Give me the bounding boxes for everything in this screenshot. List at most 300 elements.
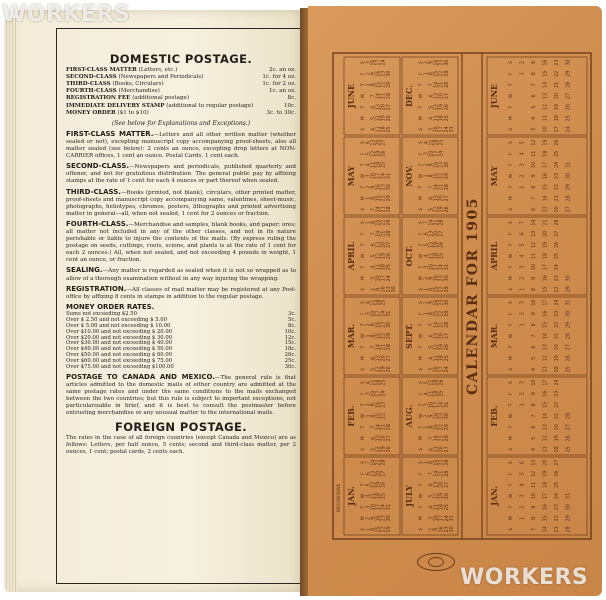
day-number: 20 [543,230,549,237]
month-label: FEB. [489,405,499,427]
day-number: 18 [439,355,445,362]
day-number: 2 [366,72,372,76]
section-text: —All classes of mail matter may be registered at any Post-office by affixing 8 cents in stamps in addition to the regular postage. [66,286,296,300]
day-number: 14 [543,526,549,533]
day-head: M [419,196,425,201]
day-number: 17 [554,126,560,133]
day-number: 29 [444,310,450,317]
day-number: 3 [520,381,526,385]
money-order-fee: 15c. [284,340,296,347]
rate-label: SECOND-CLASS [66,74,117,81]
day-number: 7 [371,94,377,98]
day-number: 19 [376,481,382,488]
day-number: 21 [543,219,549,226]
day-number: 31 [449,515,455,522]
day-number: 27 [386,241,392,248]
day-number: 20 [439,195,445,202]
money-order-row [66,365,296,371]
day-number: 6 [429,196,435,200]
day-head: T [509,323,515,327]
day-number: 3 [424,265,430,269]
day-head: F [419,392,425,396]
day-head: M [419,436,425,441]
money-order-table [66,312,296,371]
day-number: 6 [371,436,377,440]
day-number: 12 [429,241,435,248]
day-number: 20 [381,355,387,362]
day-number: 21 [381,344,387,351]
day-number: 21 [554,526,560,533]
day-number: 7 [520,221,526,225]
day-number: 18 [376,161,382,168]
day-number: 26 [554,470,560,477]
day-number: 26 [381,150,387,157]
day-number: 21 [434,219,440,226]
calendar-1905-title: CALENDAR FOR 1905 [465,197,481,395]
rate-label: MONEY ORDER [66,109,116,116]
day-number: 8 [429,174,435,178]
day-head: T [361,185,367,189]
day-number: 12 [532,470,537,477]
month-label: DEC. [404,84,414,108]
day-number: 25 [444,355,450,362]
day-number: 4 [429,505,435,509]
day-number: 1 [520,287,526,291]
day-number: 11 [371,379,377,386]
day-head: S [419,527,425,531]
day-number: 6 [520,461,526,465]
day-number: 5 [366,152,372,156]
day-number: 31 [444,264,450,271]
section-heading: FOURTH-CLASS. [66,219,129,228]
day-number: 17 [434,150,440,157]
day-head: W [419,413,425,419]
day-head: M [419,116,425,121]
day-number: 7 [371,232,377,236]
day-head: M [419,356,425,361]
day-number: 27 [554,459,560,466]
day-number: 18 [439,115,445,122]
day-head: W [361,333,367,339]
day-number: 11 [429,390,435,397]
section-heading: REGISTRATION. [66,284,127,293]
day-number: 22 [554,70,560,77]
month-label: JUNE [489,83,499,109]
day-number: 5 [424,381,430,385]
rate-desc: (additional postage) [132,95,190,102]
day-number: 21 [381,206,387,213]
day-number: 10 [532,299,537,306]
day-head: S [419,301,425,305]
day-number: 15 [434,310,440,317]
day-number: 28 [444,81,450,88]
day-number: 30 [391,286,397,293]
day-number: 4 [532,447,537,451]
day-number: 3 [424,152,430,156]
day-number: 4 [520,152,526,156]
day-number: 10 [543,126,549,133]
day-number: 19 [543,241,549,248]
day-number: 26 [386,115,392,122]
day-number: 16 [376,184,382,191]
rate-label: FOURTH-CLASS [66,88,117,95]
day-number: 21 [554,332,560,340]
day-number: 23 [381,184,387,191]
day-head: W [509,253,515,259]
day-number: 26 [386,366,392,373]
day-number: 25 [566,446,572,453]
day-head: T [419,483,425,487]
day-head: S [419,287,425,291]
day-number: 23 [554,172,560,180]
day-number: 28 [566,195,572,202]
rate-row [66,95,296,102]
month-block [487,137,587,215]
day-number: 20 [381,435,387,442]
month-label: AUG. [404,404,414,428]
day-head: F [509,472,515,476]
day-number: 13 [371,139,377,146]
rate-value: 1c. for 4 oz. [262,74,296,81]
day-number: 15 [434,286,440,293]
month-label: OCT. [404,245,414,267]
day-number: 22 [381,219,387,226]
day-head: T [361,345,367,349]
day-number: 28 [566,332,572,340]
day-number: 5 [429,207,435,211]
money-order-range: Over $60.00 and not exceeding $ 75.00 [66,358,173,365]
day-number: 2 [520,312,526,316]
day-number: 27 [554,230,560,237]
rate-value: 2c. an oz. [268,67,296,74]
day-number: 9 [532,392,537,396]
month-block [487,297,587,375]
day-number: 7 [424,221,430,225]
day-number: 13 [434,481,440,488]
day-number: 19 [376,150,382,157]
day-head: S [509,287,515,291]
day-number: 11 [543,446,549,453]
day-number: 29 [386,195,392,202]
day-number: 26 [386,446,392,453]
day-number: 24 [444,366,450,373]
day-number: 18 [543,150,549,157]
day-number: 8 [371,221,377,225]
day-number: 15 [376,332,382,340]
day-number: 25 [386,264,392,271]
day-number: 3 [429,367,435,371]
day-number: 22 [381,526,387,533]
day-number: 25 [386,126,392,133]
money-order-fee: 10c. [284,328,296,335]
day-number: 10 [371,310,377,317]
day-number: 16 [434,299,440,306]
day-head: F [361,152,367,156]
day-number: 4 [429,356,435,360]
day-head: S [509,367,515,371]
month-label: JUNE [346,83,356,109]
day-number: 12 [532,241,537,248]
day-head: W [509,333,515,339]
day-number: 6 [371,356,377,360]
day-number: 14 [434,321,440,328]
day-number: 5 [429,105,435,109]
day-number: 1 [520,403,526,407]
day-number: 26 [566,355,572,362]
month-label: APRIL [346,241,356,271]
day-head: M [361,276,367,281]
day-number: 19 [439,344,445,351]
day-number: 18 [376,299,382,306]
day-number: 30 [386,515,392,522]
day-number: 3 [520,301,526,305]
day-number: 8 [371,83,377,87]
day-number: 18 [434,139,440,146]
postage-sections [66,131,296,301]
day-head: M [361,436,367,441]
postage-section [66,131,296,160]
day-number: 24 [439,264,445,271]
day-number: 1 [520,323,526,327]
day-number: 28 [444,321,450,328]
day-number: 20 [439,332,445,340]
day-number: 1 [424,287,430,291]
day-number: 13 [532,230,537,237]
day-number: 12 [434,206,440,213]
calendar-1906-title: CALENDAR FOR 1906 [582,289,583,303]
day-number: 8 [532,185,537,189]
section-text: —Any matter is regarded as sealed when it is not so wrapped as to allow of a thorough examination without in any way injuring the wrapping. [66,268,296,282]
day-number: 31 [386,172,392,180]
rate-desc: (additional to regular postage) [166,102,254,109]
month-label: APRIL [489,241,499,271]
day-head: S [361,447,367,451]
day-number: 30 [386,184,392,191]
day-number: 18 [434,252,440,260]
day-number: 18 [381,264,387,271]
day-head: F [509,72,515,76]
day-number: 27 [386,355,392,362]
day-number: 21 [381,92,387,100]
month-label: JAN. [489,486,499,506]
month-label: SEPT. [404,323,414,349]
day-number: 5 [520,243,526,247]
day-number: 3 [429,127,435,131]
day-number: 4 [532,116,537,120]
rate-value: 8c. [287,95,296,102]
day-head: T [361,105,367,109]
day-number: 28 [381,459,387,466]
day-number: 10 [532,379,537,386]
day-number: 17 [434,264,440,271]
day-number: 6 [366,472,372,476]
day-head: S [361,381,367,385]
day-number: 3 [532,127,537,131]
day-number: 25 [566,366,572,373]
day-number: 2 [424,301,430,305]
day-number: 8 [429,287,435,291]
day-number: 1 [520,516,526,520]
section-heading: FIRST-CLASS MATTER. [66,129,154,138]
day-head: T [509,185,515,189]
day-number: 6 [429,94,435,98]
day-number: 15 [434,70,440,77]
day-number: 8 [429,461,435,465]
day-number: 23 [439,59,445,66]
day-number: 2 [520,276,526,280]
day-head: W [361,93,367,99]
day-number: 15 [376,412,382,420]
day-head: M [361,196,367,201]
day-number: 29 [386,81,392,88]
day-number: 29 [444,172,450,180]
rate-desc: (Books, Circulars) [112,81,164,88]
day-number: 13 [434,332,440,340]
day-number: 16 [543,59,549,66]
day-head: T [419,83,425,87]
day-number: 8 [429,312,435,316]
day-number: 14 [371,459,377,466]
day-number: 9 [371,516,377,520]
day-number: 30 [444,412,450,420]
money-order-fee: 20c. [284,352,296,359]
day-number: 13 [532,459,537,466]
day-number: 14 [376,206,382,213]
day-number: 12 [434,344,440,351]
money-order-fee: 18c. [284,346,296,353]
day-head: W [361,173,367,179]
day-number: 2 [366,185,372,189]
money-order-range: Over $75.00 and not exceeding $100.00 [66,364,174,371]
day-head: T [419,105,425,109]
day-number: 6 [429,334,435,338]
day-number: 27 [381,470,387,477]
day-number: 17 [543,299,549,306]
day-head: M [419,516,425,521]
day-number: 3 [520,494,526,498]
day-head: F [509,232,515,236]
day-number: 10 [532,264,537,271]
day-head: S [419,461,425,465]
day-number: 21 [439,470,445,477]
day-number: 25 [554,481,560,488]
day-number: 26 [554,139,560,146]
day-number: 23 [439,299,445,306]
money-order-fee: 30c. [284,364,296,371]
day-number: 28 [566,412,572,420]
day-number: 1 [366,527,372,531]
day-number: 19 [439,492,445,500]
postage-section [66,267,296,282]
day-number: 7 [429,436,435,440]
day-number: 2 [424,414,430,418]
day-number: 30 [449,526,455,533]
money-order-fee: 12c. [284,334,296,341]
day-head: S [509,207,515,211]
day-head: F [509,312,515,316]
day-number: 3 [520,265,526,269]
day-number: 1 [424,461,430,465]
day-number: 27 [439,230,445,237]
day-number: 7 [371,207,377,211]
day-number: 13 [434,446,440,453]
day-head: F [361,72,367,76]
day-number: 22 [554,321,560,328]
day-head: S [509,301,515,305]
day-number: 8 [429,72,435,76]
day-head: T [509,425,515,429]
day-number: 13 [543,206,549,213]
day-number: 13 [543,92,549,100]
day-head: W [419,93,425,99]
day-number: 9 [371,72,377,76]
day-number: 16 [434,161,440,168]
day-number: 29 [566,515,572,522]
publisher-emblem-icon [417,553,455,571]
foreign-postage-text: The rates in the case of all foreign countries (except Canada and Mexico) are as follows: Letters, per half ounce, 5 cents; second and third-class matter, per 2 ounces, 1 cent; postal cards, 2 cents each. [66,434,296,455]
day-head: T [509,105,515,109]
day-number: 22 [554,401,560,408]
day-number: 19 [543,470,549,477]
day-head: M [361,516,367,521]
day-head: S [509,141,515,145]
day-number: 11 [376,126,382,133]
day-number: 7 [371,345,377,349]
day-number: 2 [366,323,372,327]
day-number: 21 [439,435,445,442]
day-number: 26 [444,206,450,213]
day-number: 26 [566,435,572,442]
day-number: 10 [532,492,537,500]
day-number: 25 [381,379,387,386]
calendar-band [344,57,458,535]
day-number: 26 [386,252,392,260]
day-number: 11 [543,366,549,373]
day-head: T [509,265,515,269]
day-number: 25 [444,504,450,511]
day-number: 20 [376,139,382,146]
day-number: 5 [371,447,377,451]
day-number: 14 [376,230,382,237]
day-number: 23 [554,310,560,317]
money-order-fee: 25c. [284,358,296,365]
day-number: 26 [554,241,560,248]
day-number: 31 [449,126,455,133]
day-number: 24 [554,379,560,386]
day-number: 1 [366,334,372,338]
day-number: 20 [554,344,560,351]
day-number: 10 [371,504,377,511]
section-text: —Newspapers and periodicals, published quarterly and oftener, and not for gratuitous distribution. The general public pay by affixing stamps at the rate of 1 cent for each 4 ounces or part thereof when sealed. [66,164,296,185]
day-number: 2 [520,61,526,65]
day-head: S [509,447,515,451]
day-number: 11 [371,492,377,500]
day-number: 21 [381,424,387,431]
day-head: S [361,127,367,131]
day-number: 22 [381,332,387,340]
day-number: 18 [543,252,549,260]
day-number: 5 [520,141,526,145]
day-number: 4 [366,163,372,167]
day-number: 1 [424,174,430,178]
month-block [487,57,587,135]
day-number: 6 [429,483,435,487]
day-number: 30 [566,504,572,511]
day-number: 23 [381,401,387,408]
day-number: 8 [371,527,377,531]
day-number: 20 [554,206,560,213]
day-number: 8 [429,425,435,429]
